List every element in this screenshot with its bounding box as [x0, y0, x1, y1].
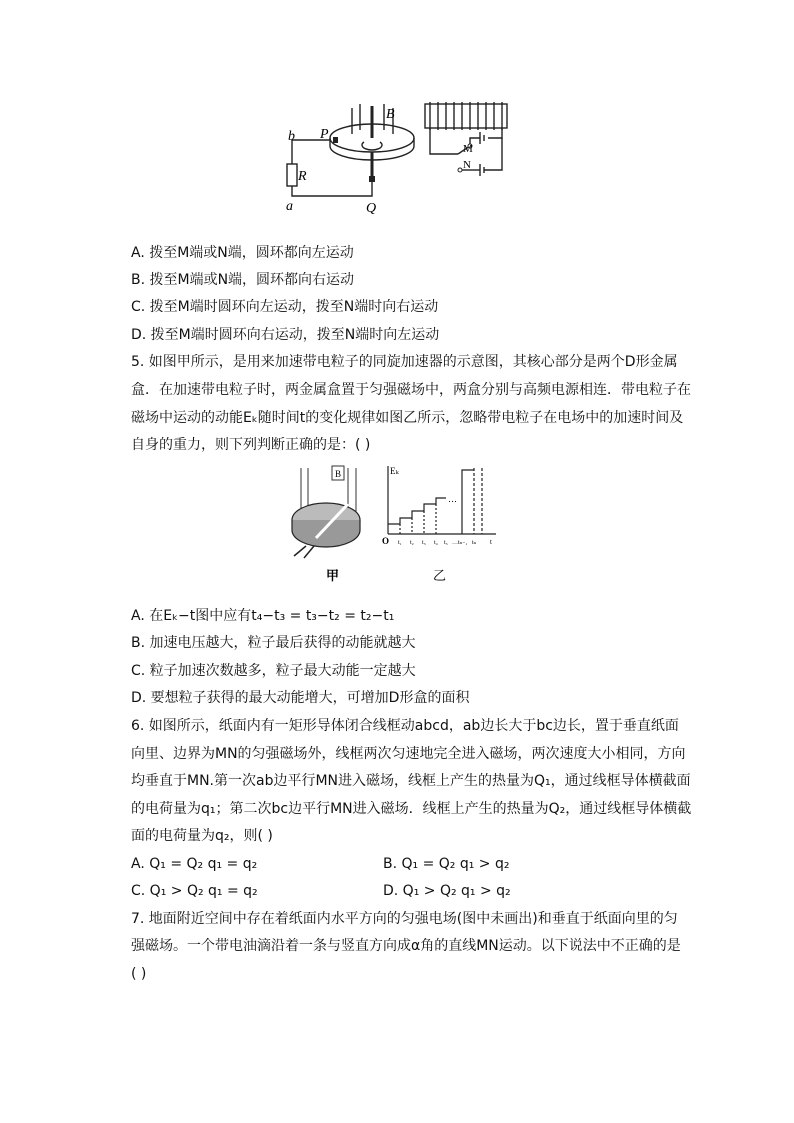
tick-t4: t₄ [434, 540, 438, 546]
q6-line-2: 向里、边界为MN的匀强磁场外，线框两次匀速地完全进入磁场，两次速度大小相同，方向 [131, 746, 686, 762]
q6-line-4: 的电荷量为q₁；第二次bc边平行MN进入磁场．线框上产生的热量为Q₂，通过线框导体横截 [131, 801, 692, 817]
tick-t1: t₁ [398, 540, 402, 546]
q5-line-3: 磁场中运动的动能Eₖ随时间t的变化规律如图乙所示，忽略带电粒子在电场中的加速时间及 [131, 410, 684, 426]
q7-line-1: 7. 地面附近空间中存在着纸面内水平方向的匀强电场(图中未画出)和垂直于纸面向里的匀 [131, 911, 678, 927]
q4-option-a: A. 拨至M端或N端，圆环都向左运动 [131, 245, 354, 261]
q7-line-3: ( ) [131, 966, 147, 982]
ek-t-graph [388, 466, 496, 534]
fig-jia-label: 甲 [326, 568, 340, 583]
tick-t5: t₅ [444, 540, 448, 546]
q6-line-5: 面的电荷量为q₂，则( ) [131, 828, 273, 844]
q6-line-3: 均垂直于MN.第一次ab边平行MN进入磁场，线框上产生的热量为Q₁，通过线框导体横截面 [131, 773, 691, 789]
q5-option-d: D. 要想粒子获得的最大动能增大，可增加D形盒的面积 [131, 690, 470, 706]
q5-line-2: 盒．在加速带电粒子时，两金属盒置于匀强磁场中，两盒分别与高频电源相连．带电粒子在 [131, 382, 691, 398]
q6-line-1: 6. 如图所示，纸面内有一矩形导体闭合线框动abcd，ab边长大于bc边长，置于垂直纸面 [131, 718, 679, 734]
q6-option-a: A. Q₁ = Q₂ q₁ = q₂ [131, 856, 258, 872]
q5-option-a: A. 在Eₖ−t图中应有t₄−t₃ = t₃−t₂ = t₂−t₁ [131, 608, 395, 624]
graph-ylabel: Eₖ [390, 466, 399, 476]
label-p: P [320, 127, 329, 142]
q5-line-1: 5. 如图甲所示，是用来加速带电粒子的同旋加速器的示意图，其核心部分是两个D形金属 [131, 354, 678, 370]
tick-t3: t₃ [422, 540, 426, 546]
label-bfield: B [386, 107, 395, 122]
q6-option-c: C. Q₁ > Q₂ q₁ = q₂ [131, 883, 258, 899]
graph-dots: … [448, 494, 457, 504]
label-r: R [298, 169, 307, 184]
q6-option-b: B. Q₁ = Q₂ q₁ > q₂ [383, 856, 510, 872]
q4-figure [280, 96, 520, 218]
cyclotron-diagram [292, 466, 360, 558]
label-b: b [288, 129, 295, 144]
q4-option-d: D. 拨至M端时圆环向右运动，拨至N端时向左运动 [131, 327, 440, 343]
tick-t: t [490, 538, 492, 546]
label-q: Q [366, 201, 377, 216]
q4-option-b: B. 拨至M端或N端，圆环都向右运动 [131, 272, 355, 288]
q5-option-b: B. 加速电压越大，粒子最后获得的动能就越大 [131, 635, 416, 651]
q7-line-2: 强磁场。一个带电油滴沿着一条与竖直方向成α角的直线MN运动。以下说法中不正确的是 [131, 938, 681, 954]
q6-option-d: D. Q₁ > Q₂ q₁ > q₂ [383, 883, 511, 899]
q5-option-c: C. 粒子加速次数越多，粒子最大动能一定越大 [131, 663, 416, 679]
tick-tn: tₙ [472, 540, 477, 546]
label-a: a [286, 199, 293, 214]
tick-tn-1: tₙ₋₁ [458, 540, 468, 546]
fig-yi-label: 乙 [433, 568, 447, 583]
tick-t2: t₂ [410, 540, 414, 546]
label-n: N [463, 159, 471, 171]
svg-text:B: B [335, 469, 342, 479]
label-m: M [463, 143, 473, 155]
q4-option-c: C. 拨至M端时圆环向左运动，拨至N端时向右运动 [131, 299, 439, 315]
tick-dots: … [452, 540, 458, 546]
q5-figure [286, 462, 506, 587]
graph-origin: O [382, 536, 390, 546]
q5-line-4: 自身的重力，则下列判断正确的是：( ) [131, 437, 371, 453]
